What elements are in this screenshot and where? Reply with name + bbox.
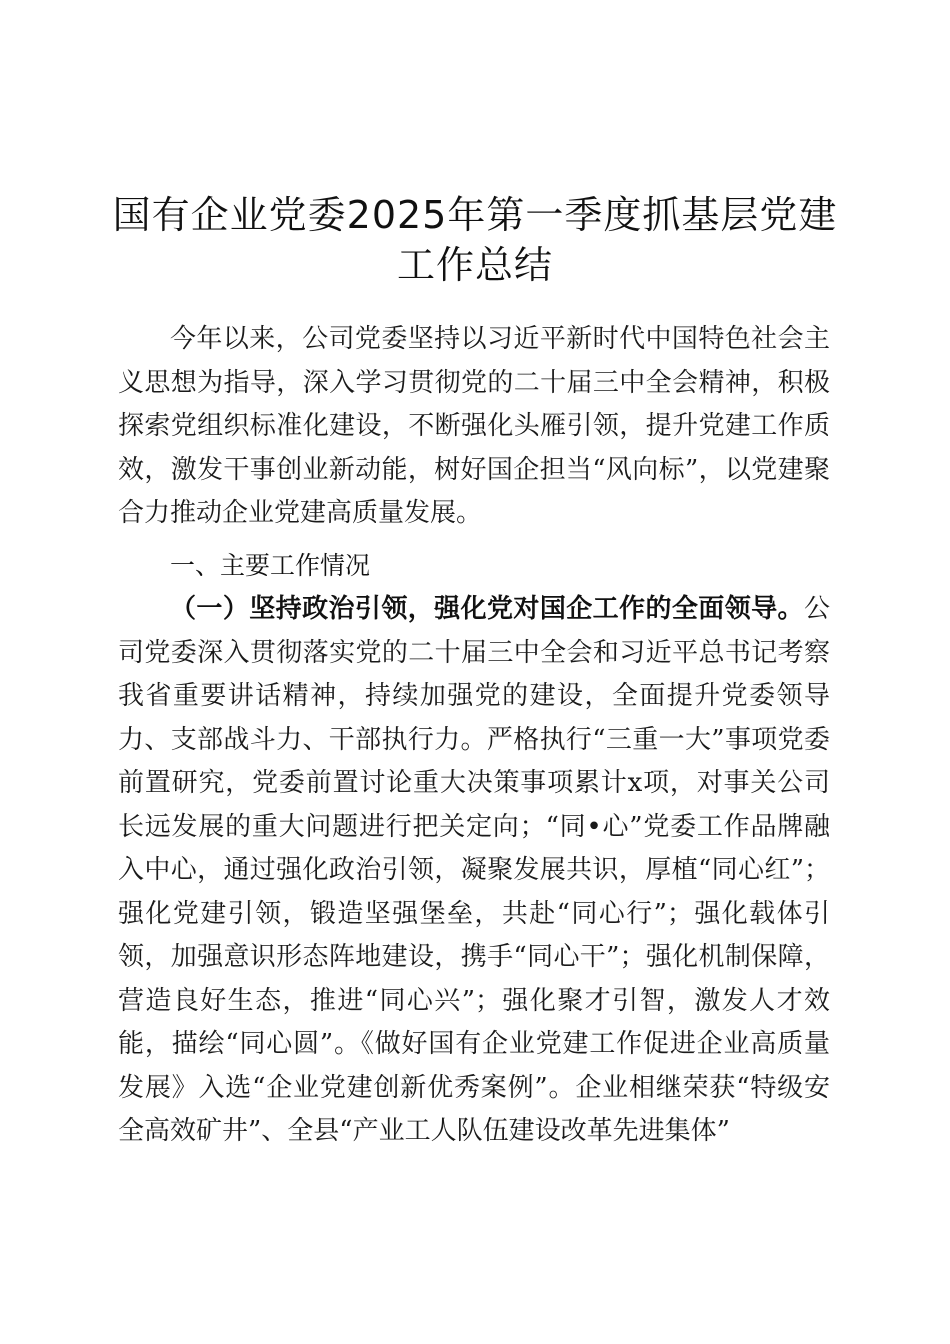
subsection-lead: （一）坚持政治引领，强化党对国企工作的全面领导。 [170, 594, 804, 624]
intro-paragraph: 今年以来，公司党委坚持以习近平新时代中国特色社会主义思想为指导，深入学习贯彻党的二十届三中全会精神，积极探索党组织标准化建设，不断强化头雁引领，提升党建工作质效，激发干事创业新动能，树好国企担当“风向标”，以党建聚合力推动企业党建高质量发展。 [118, 324, 830, 528]
subsection-body: 公司党委深入贯彻落实党的二十届三中全会和习近平总书记考察我省重要讲话精神，持续加强党的建设，全面提升党委领导力、支部战斗力、干部执行力。严格执行“三重一大”事项党委前置研究，党委前置讨论重大决策事项累计x项，对事关公司长远发展的重大问题进行把关定向；“同•心”党委工作品牌融入中心，通过强化政治引领，凝聚发展共识，厚植“同心红”；强化党建引领，锻造坚强堡垒，共赴“同心行”；强化载体引领，加强意识形态阵地建设，携手“同心干”；强化机制保障，营造良好生态，推进“同心兴”；强化聚才引智，激发人才效能，描绘“同心圆”。《做好国有企业党建工作促进企业高质量发展》入选“企业党建创新优秀案例”。企业相继荣获“特级安全高效矿井”、全县“产业工人队伍建设改革先进集体” [118, 594, 830, 1146]
subsection-paragraph [118, 588, 830, 1154]
document-title: 国有企业党委2025年第一季度抓基层党建工作总结 [112, 193, 838, 287]
section-heading: 一、主要工作情况 [170, 551, 371, 580]
